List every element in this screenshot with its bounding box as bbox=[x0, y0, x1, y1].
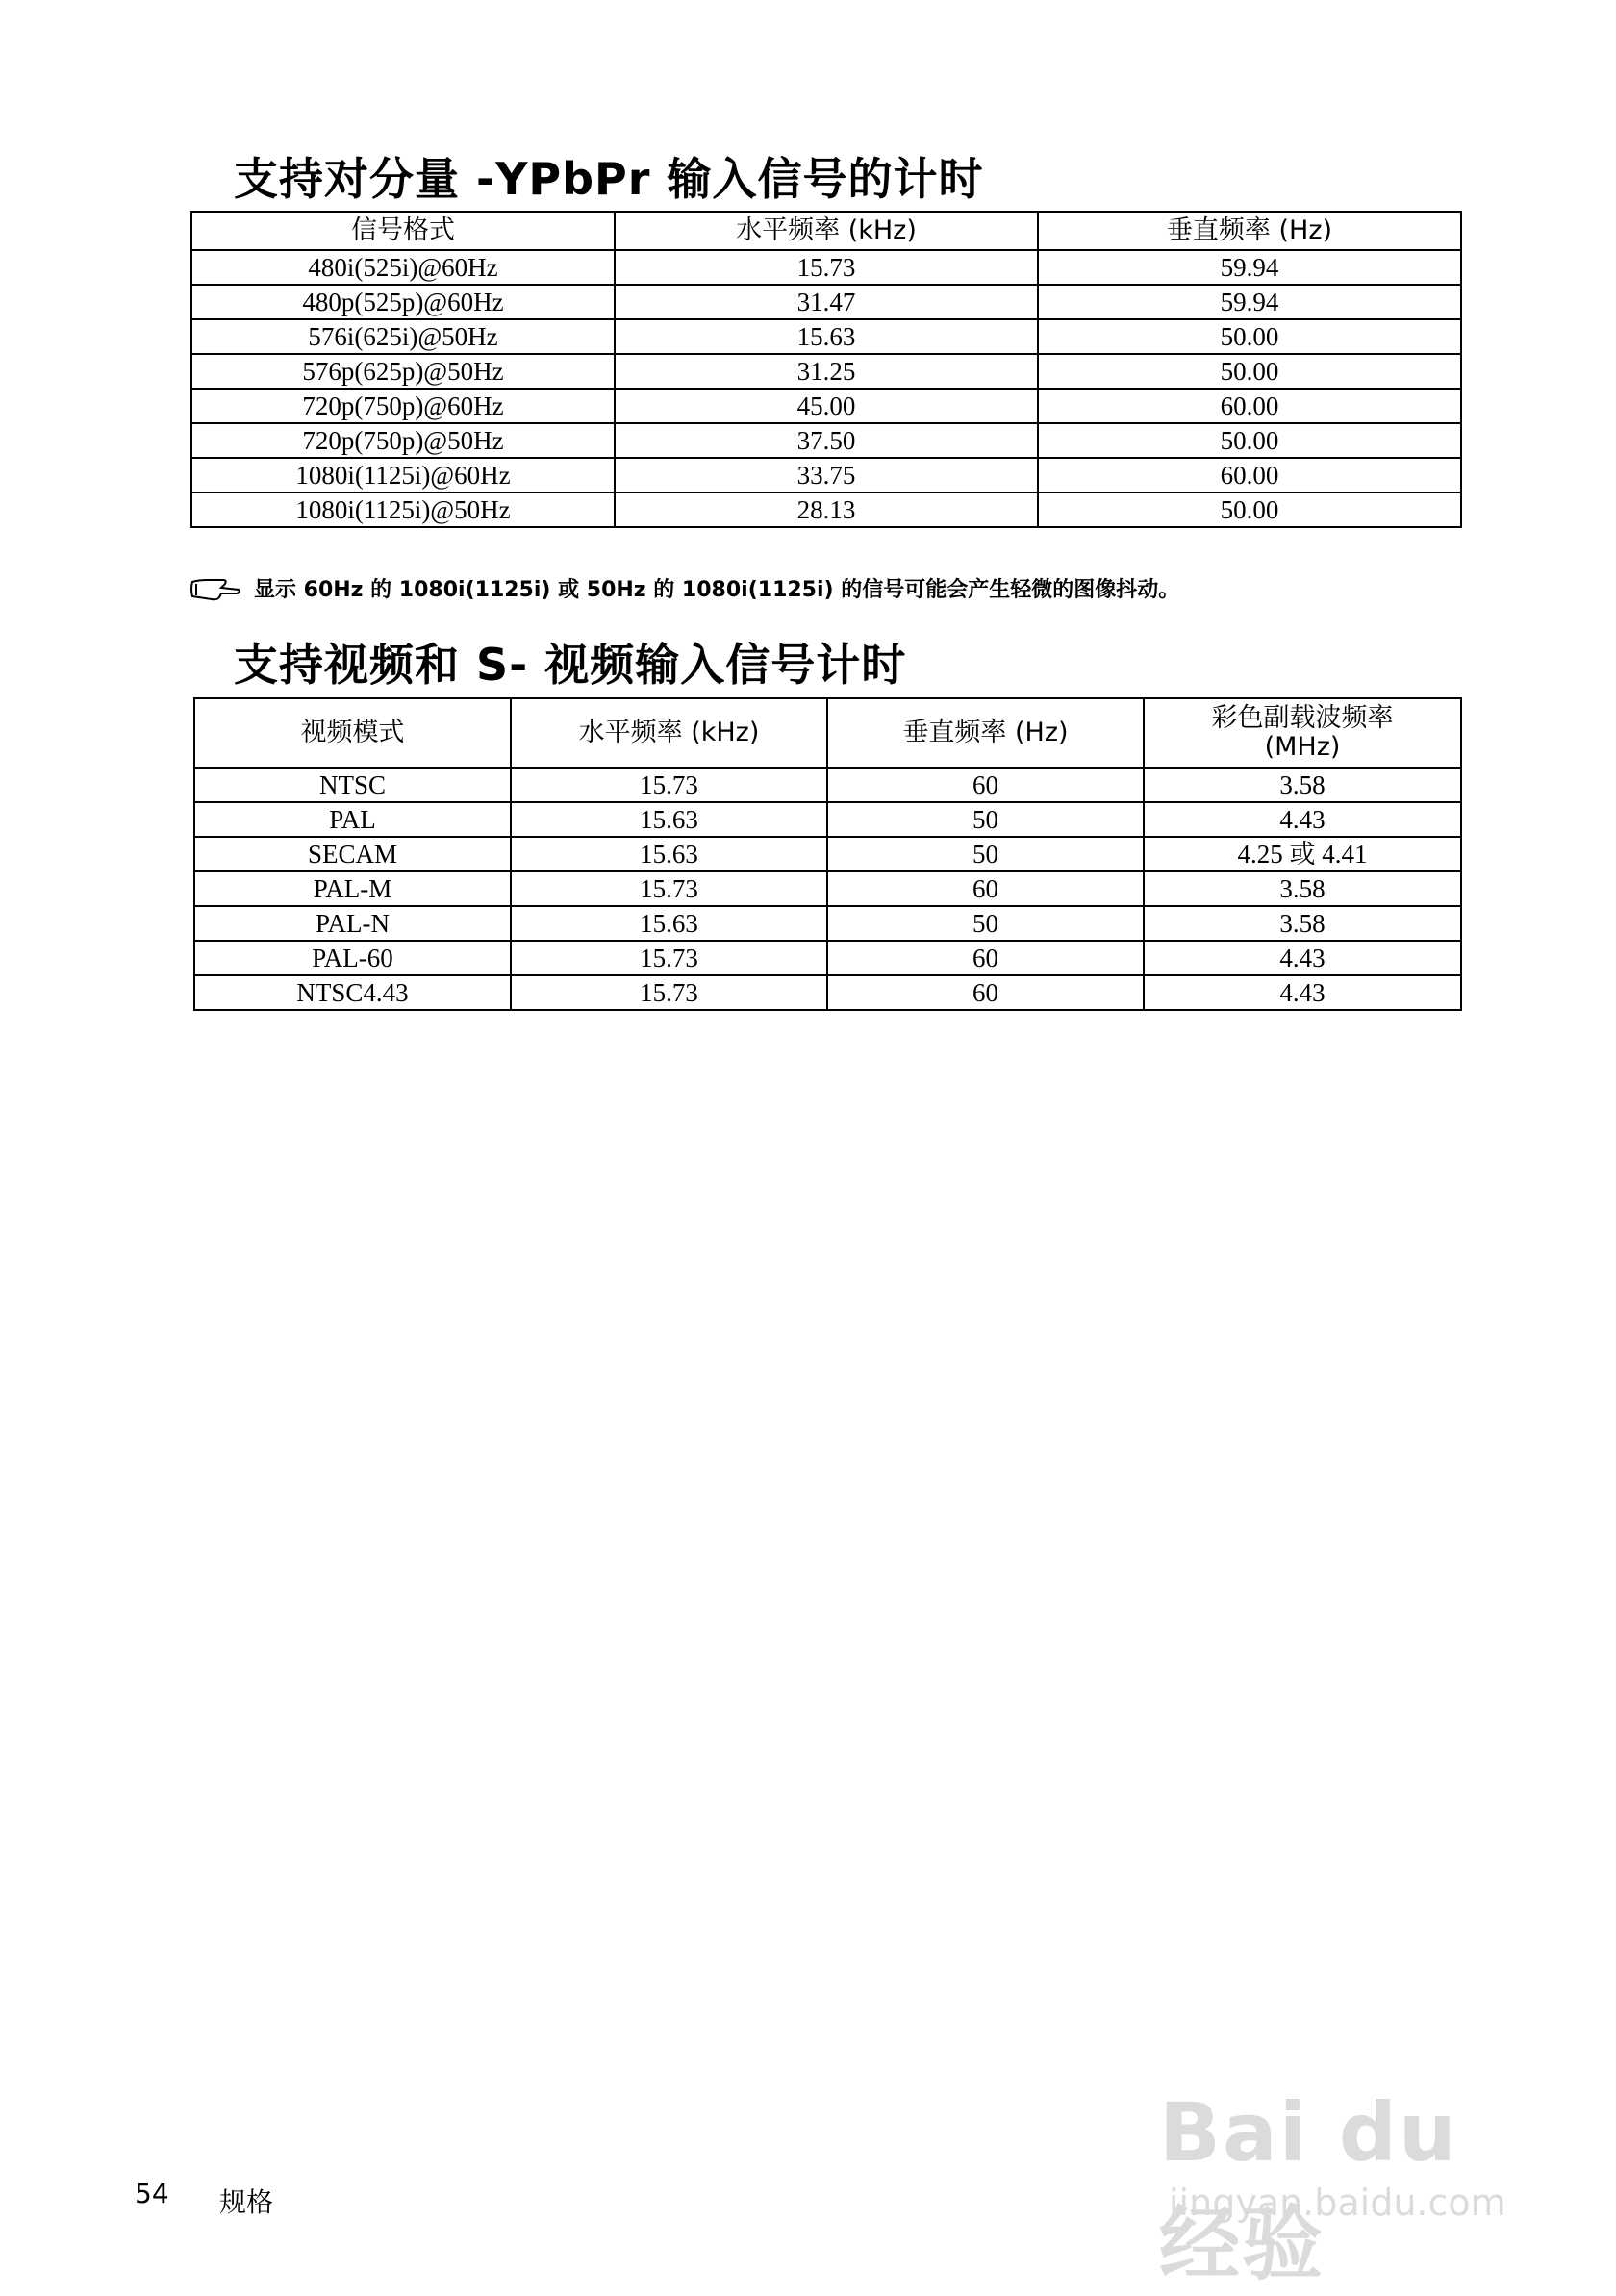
table-row bbox=[191, 458, 1461, 492]
cell-vfreq: 50.00 bbox=[1038, 319, 1461, 354]
cell-hfreq: 15.73 bbox=[511, 871, 827, 906]
cell-hfreq: 15.73 bbox=[511, 768, 827, 802]
section2-title: 支持视频和 S- 视频输入信号计时 bbox=[234, 639, 907, 691]
table-row bbox=[191, 423, 1461, 458]
table-row bbox=[194, 975, 1461, 1010]
cell-vfreq: 59.94 bbox=[1038, 285, 1461, 319]
cell-hfreq: 15.63 bbox=[511, 837, 827, 871]
table-row bbox=[191, 354, 1461, 389]
cell-format: 720p(750p)@60Hz bbox=[191, 389, 615, 423]
cell-hfreq: 15.73 bbox=[511, 941, 827, 975]
cell-format: 480p(525p)@60Hz bbox=[191, 285, 615, 319]
cell-hfreq: 15.63 bbox=[615, 319, 1038, 354]
cell-hfreq: 15.63 bbox=[511, 802, 827, 837]
table-header-row bbox=[191, 212, 1461, 250]
cell-hfreq: 37.50 bbox=[615, 423, 1038, 458]
table-row bbox=[194, 768, 1461, 802]
cell-vfreq: 50.00 bbox=[1038, 492, 1461, 527]
watermark-logo: Bai du 经验 bbox=[1159, 2085, 1458, 2291]
header-vertical-frequency: 垂直频率 (Hz) bbox=[1038, 212, 1461, 250]
cell-mode: SECAM bbox=[194, 837, 511, 871]
cell-format: 576p(625p)@50Hz bbox=[191, 354, 615, 389]
pointing-hand-icon bbox=[189, 574, 246, 603]
cell-mode: NTSC4.43 bbox=[194, 975, 511, 1010]
cell-subcarrier: 3.58 bbox=[1144, 906, 1461, 941]
cell-hfreq: 31.47 bbox=[615, 285, 1038, 319]
video-timing-table bbox=[193, 697, 1462, 1011]
cell-subcarrier: 4.43 bbox=[1144, 802, 1461, 837]
section-name: 规格 bbox=[219, 2186, 274, 2218]
cell-hfreq: 15.73 bbox=[615, 250, 1038, 285]
cell-vfreq: 60 bbox=[827, 871, 1144, 906]
table-header-row bbox=[194, 698, 1461, 768]
page-number: 54 bbox=[135, 2178, 169, 2209]
header-video-mode: 视频模式 bbox=[194, 698, 511, 768]
table-row bbox=[191, 492, 1461, 527]
header-vertical-frequency: 垂直频率 (Hz) bbox=[827, 698, 1144, 768]
cell-subcarrier: 4.43 bbox=[1144, 941, 1461, 975]
watermark-url: jingyan.baidu.com bbox=[1169, 2182, 1506, 2224]
cell-vfreq: 50.00 bbox=[1038, 423, 1461, 458]
cell-vfreq: 50 bbox=[827, 802, 1144, 837]
table-row bbox=[194, 871, 1461, 906]
baidu-watermark bbox=[1149, 2068, 1553, 2291]
table-row bbox=[194, 802, 1461, 837]
cell-vfreq: 60.00 bbox=[1038, 458, 1461, 492]
cell-subcarrier: 4.43 bbox=[1144, 975, 1461, 1010]
table-row bbox=[194, 906, 1461, 941]
note-text: 显示 60Hz 的 1080i(1125i) 或 50Hz 的 1080i(1125i) 的信号可能会产生轻微的图像抖动。 bbox=[254, 578, 1180, 602]
cell-subcarrier: 3.58 bbox=[1144, 871, 1461, 906]
cell-format: 1080i(1125i)@50Hz bbox=[191, 492, 615, 527]
section1-title: 支持对分量 -YPbPr 输入信号的计时 bbox=[234, 153, 984, 205]
ypbpr-timing-table bbox=[190, 211, 1462, 528]
table-row bbox=[194, 837, 1461, 871]
cell-hfreq: 31.25 bbox=[615, 354, 1038, 389]
header-horizontal-frequency: 水平频率 (kHz) bbox=[511, 698, 827, 768]
table-row bbox=[191, 319, 1461, 354]
cell-format: 576i(625i)@50Hz bbox=[191, 319, 615, 354]
cell-format: 1080i(1125i)@60Hz bbox=[191, 458, 615, 492]
header-color-subcarrier-line2: (MHz) bbox=[1264, 732, 1341, 762]
cell-hfreq: 28.13 bbox=[615, 492, 1038, 527]
cell-subcarrier: 4.25 或 4.41 bbox=[1144, 837, 1461, 871]
cell-format: 480i(525i)@60Hz bbox=[191, 250, 615, 285]
cell-vfreq: 60 bbox=[827, 975, 1144, 1010]
cell-vfreq: 50 bbox=[827, 906, 1144, 941]
cell-mode: PAL bbox=[194, 802, 511, 837]
cell-hfreq: 45.00 bbox=[615, 389, 1038, 423]
header-color-subcarrier-line1: 彩色副载波频率 bbox=[1211, 703, 1394, 733]
header-color-subcarrier bbox=[1144, 698, 1461, 768]
table-row bbox=[191, 285, 1461, 319]
table-row bbox=[191, 250, 1461, 285]
cell-vfreq: 50.00 bbox=[1038, 354, 1461, 389]
cell-vfreq: 60 bbox=[827, 768, 1144, 802]
cell-vfreq: 60 bbox=[827, 941, 1144, 975]
cell-hfreq: 15.73 bbox=[511, 975, 827, 1010]
cell-vfreq: 50 bbox=[827, 837, 1144, 871]
cell-vfreq: 59.94 bbox=[1038, 250, 1461, 285]
header-horizontal-frequency: 水平频率 (kHz) bbox=[615, 212, 1038, 250]
cell-format: 720p(750p)@50Hz bbox=[191, 423, 615, 458]
table-row bbox=[194, 941, 1461, 975]
note bbox=[189, 573, 1179, 603]
cell-mode: NTSC bbox=[194, 768, 511, 802]
cell-hfreq: 15.63 bbox=[511, 906, 827, 941]
cell-vfreq: 60.00 bbox=[1038, 389, 1461, 423]
table-row bbox=[191, 389, 1461, 423]
header-signal-format: 信号格式 bbox=[191, 212, 615, 250]
cell-mode: PAL-M bbox=[194, 871, 511, 906]
cell-subcarrier: 3.58 bbox=[1144, 768, 1461, 802]
cell-hfreq: 33.75 bbox=[615, 458, 1038, 492]
cell-mode: PAL-60 bbox=[194, 941, 511, 975]
cell-mode: PAL-N bbox=[194, 906, 511, 941]
